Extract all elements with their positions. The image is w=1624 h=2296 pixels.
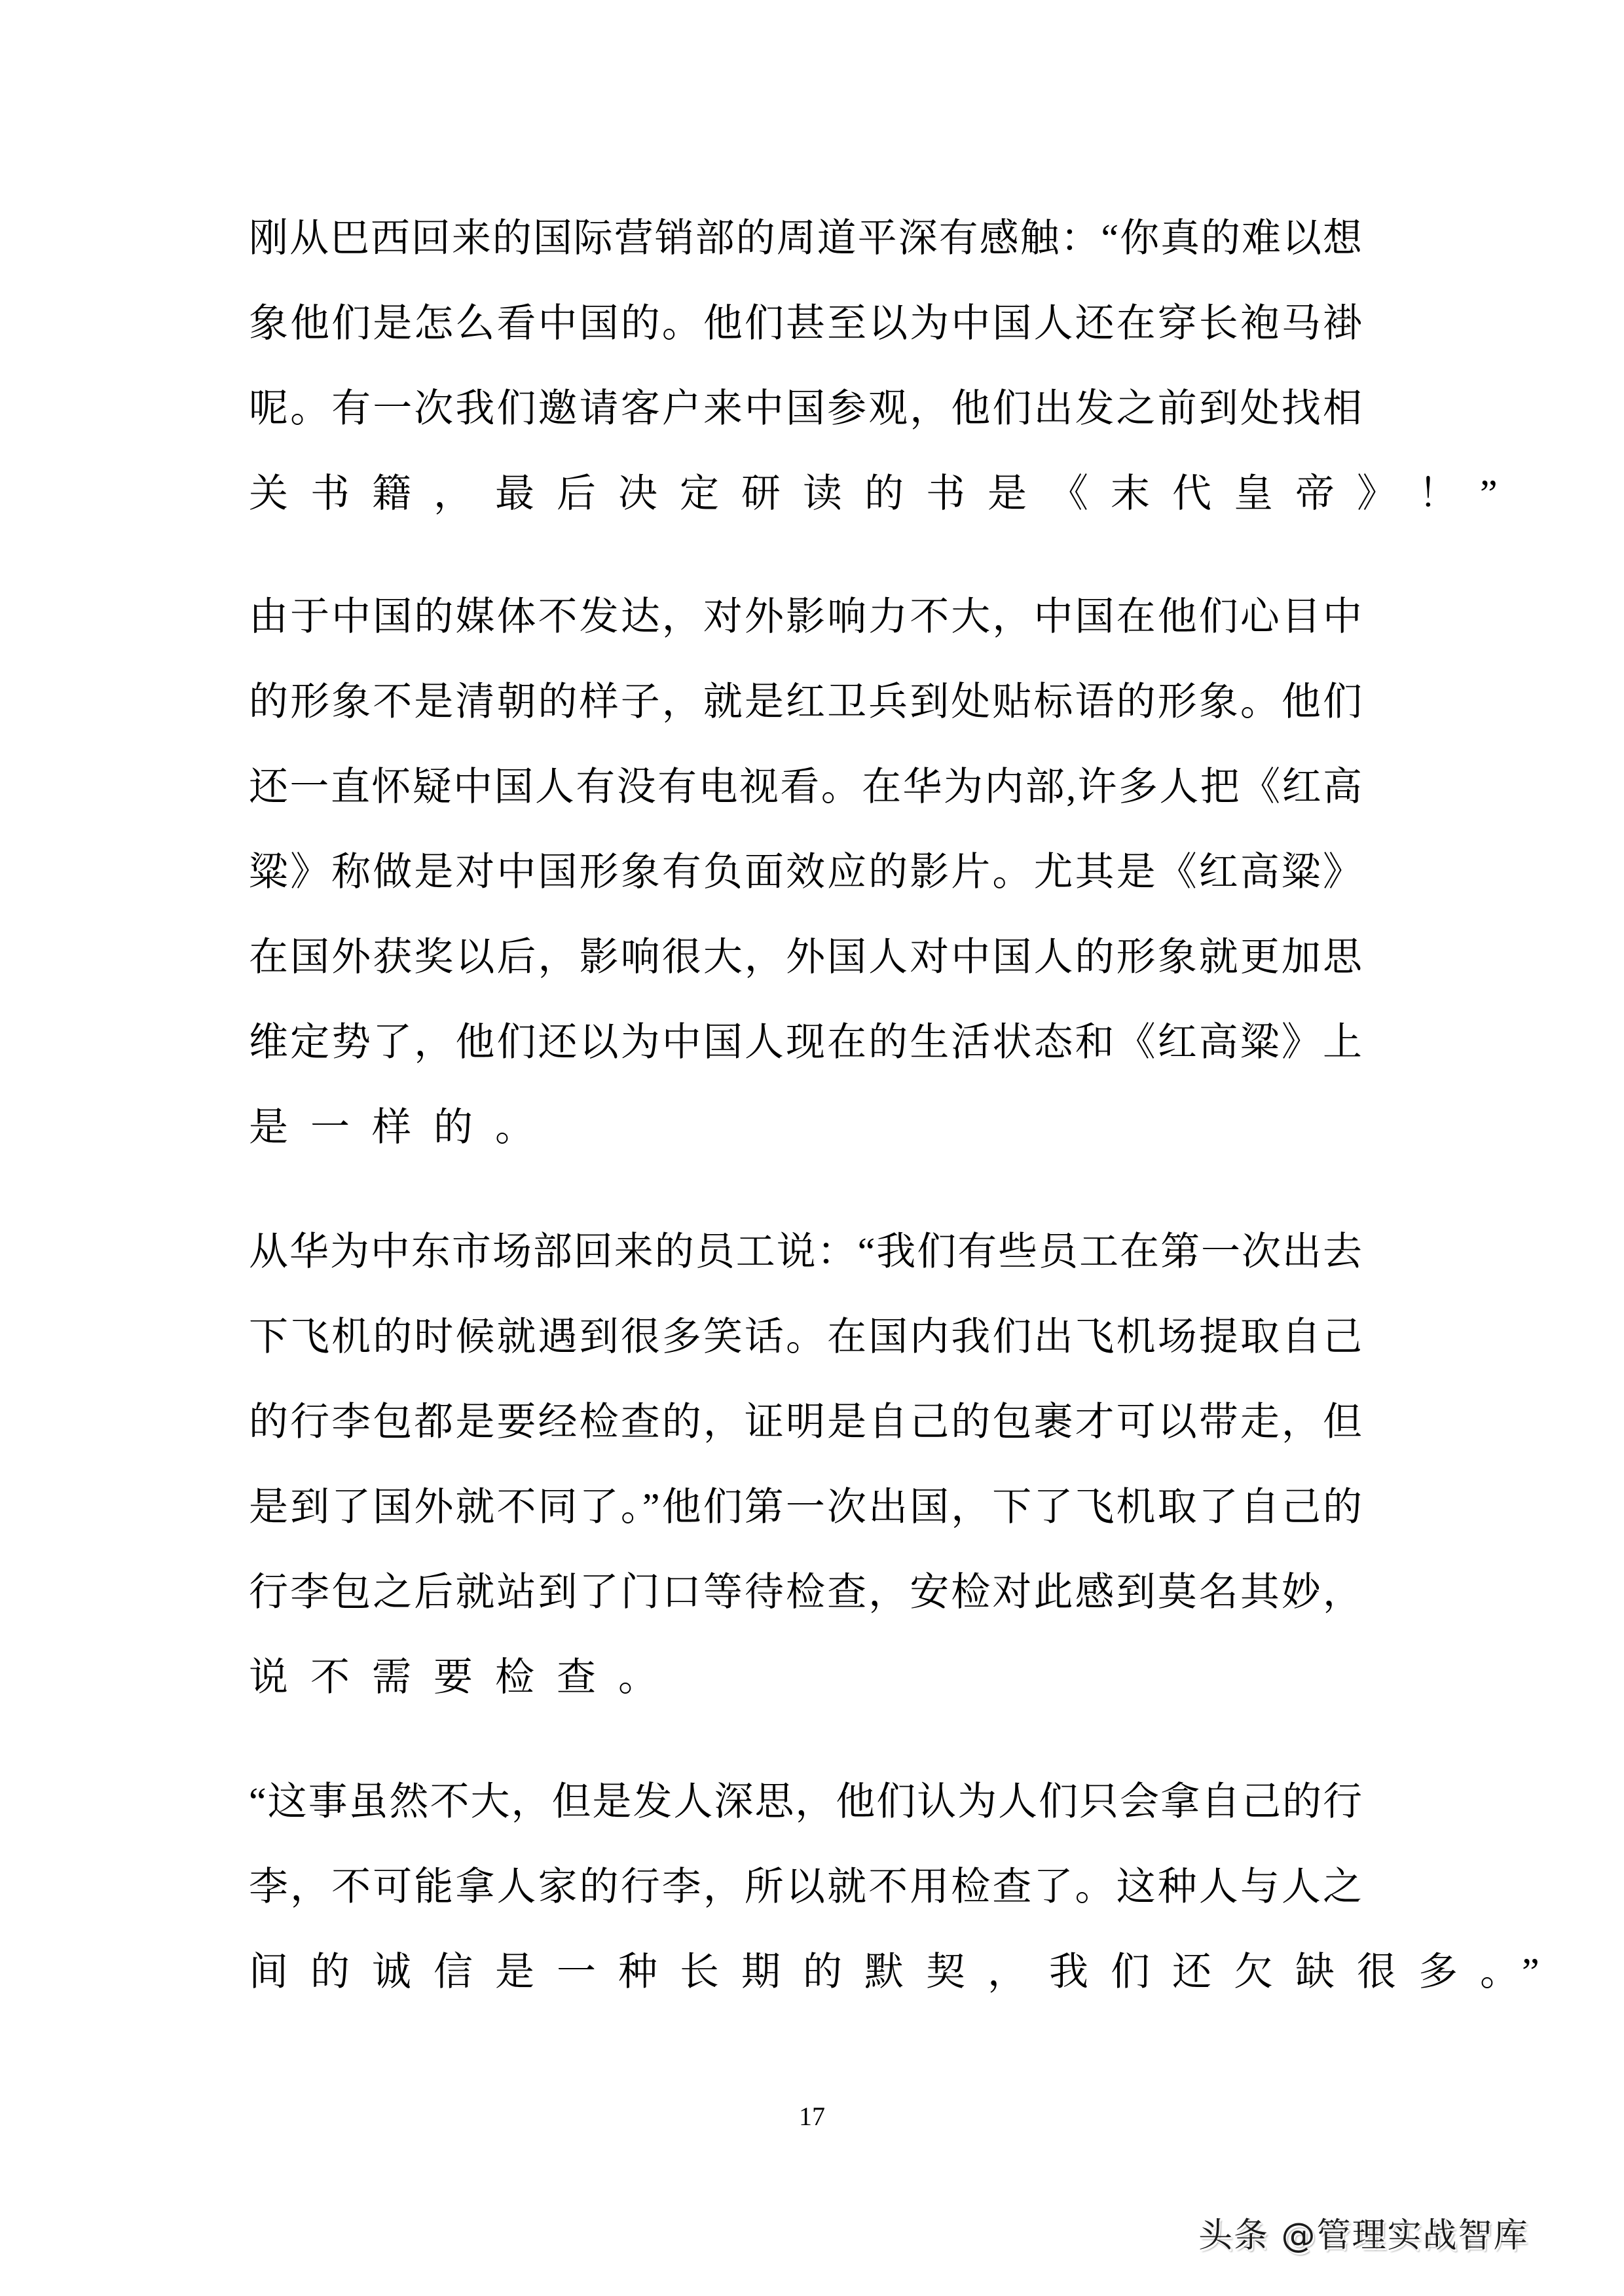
text-line: 还一直怀疑中国人有没有电视看。在华为内部,许多人把《红高 [249, 765, 1362, 809]
text-line: 李，不可能拿人家的行李，所以就不用检查了。这种人与人之 [249, 1865, 1362, 1908]
text-line: 说不需要检查。 [249, 1656, 680, 1699]
text-line: 间的诚信是一种长期的默契，我们还欠缺很多。” [249, 1950, 1562, 1994]
text-line: 下飞机的时候就遇到很多笑话。在国内我们出飞机场提取自己 [249, 1315, 1362, 1358]
text-line: “这事虽然不大，但是发人深思，他们认为人们只会拿自己的行 [249, 1780, 1362, 1823]
text-line: 的行李包都是要经检查的，证明是自己的包裹才可以带走，但 [249, 1400, 1362, 1444]
text-line: 从华为中东市场部回来的员工说：“我们有些员工在第一次出去 [249, 1230, 1362, 1273]
text-line: 维定势了，他们还以为中国人现在的生活状态和《红高粱》上 [249, 1021, 1362, 1064]
text-line: 是一样的。 [249, 1106, 557, 1149]
text-line: 由于中国的媒体不发达，对外影响力不大，中国在他们心目中 [249, 595, 1362, 638]
text-line: 粱》称做是对中国形象有负面效应的影片。尤其是《红高粱》 [249, 850, 1362, 894]
text-line: 呢。有一次我们邀请客户来中国参观，他们出发之前到处找相 [249, 387, 1362, 430]
text-line: 行李包之后就站到了门口等待检查，安检对此感到莫名其妙， [249, 1571, 1362, 1614]
text-line: 是到了国外就不同了。”他们第一次出国，下了飞机取了自己的 [249, 1485, 1362, 1529]
text-line: 象他们是怎么看中国的。他们甚至以为中国人还在穿长袍马褂 [249, 302, 1362, 345]
text-line: 关书籍，最后决定研读的书是《末代皇帝》！” [249, 472, 1520, 515]
page-number: 17 [799, 2102, 825, 2131]
text-line: 在国外获奖以后，影响很大，外国人对中国人的形象就更加思 [249, 936, 1362, 979]
text-line: 的形象不是清朝的样子，就是红卫兵到处贴标语的形象。他们 [249, 680, 1362, 723]
text-line: 刚从巴西回来的国际营销部的周道平深有感触：“你真的难以想 [249, 217, 1362, 260]
watermark: 头条 @管理实战智库 [1198, 2216, 1529, 2255]
